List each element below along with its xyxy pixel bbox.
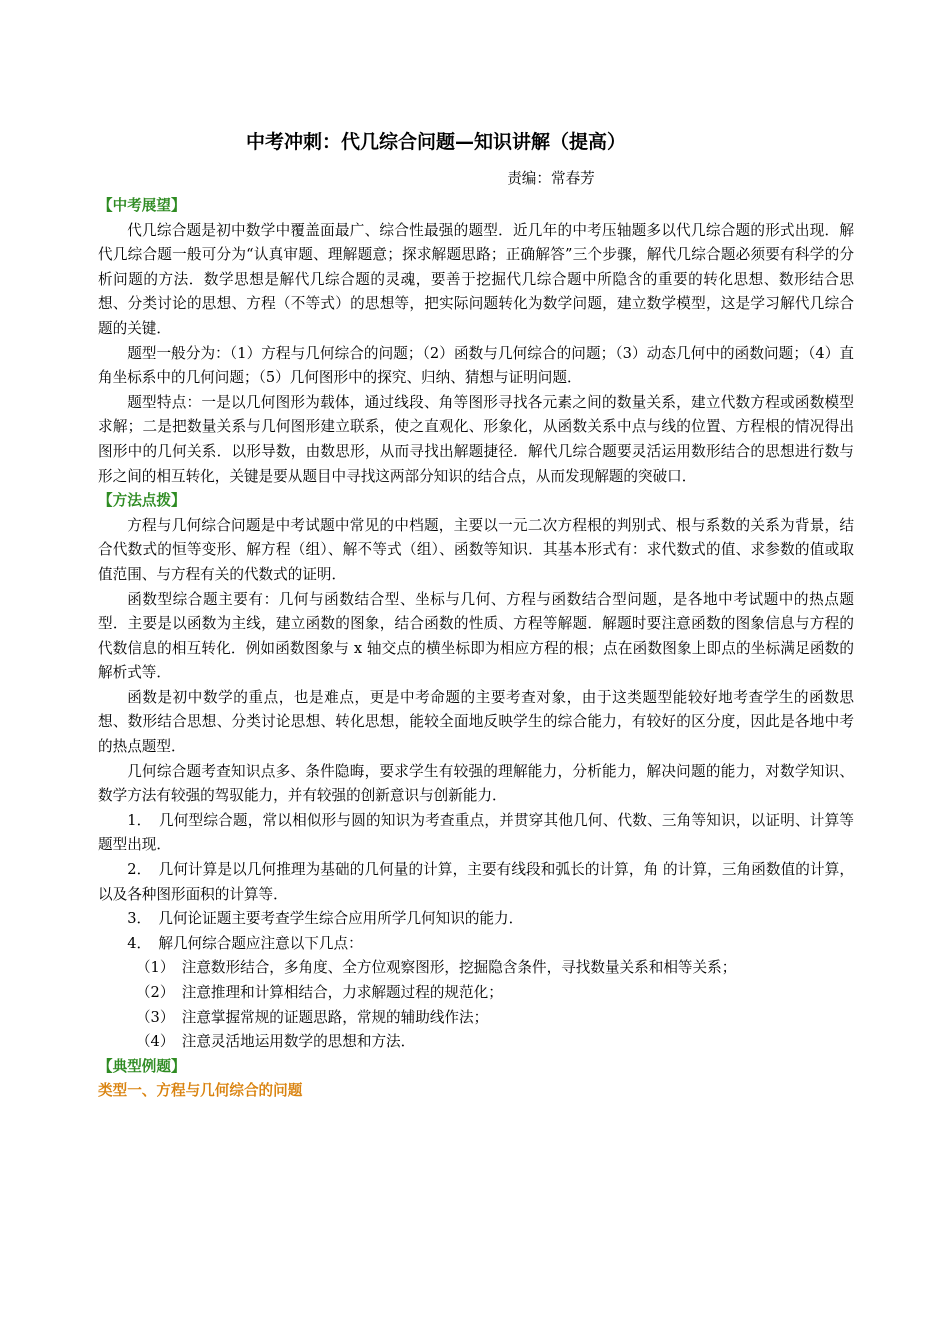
methods-sub-item: （2） 注意推理和计算相结合，力求解题过程的规范化； (135, 984, 503, 1001)
methods-list-item: 1． 几何型综合题，常以相似形与圆的知识为考查重点，并贯穿其他几何、代数、三角等知识，以证明、计算等题型出现． (98, 811, 854, 854)
outlook-paragraph: 题型一般分为：（1）方程与几何综合的问题；（2）函数与几何综合的问题；（3）动态几何中的函数问题；（4）直角坐标系中的几何问题；（5）几何图形中的探究、归纳、猜想与证明问题． (98, 344, 854, 387)
methods-paragraph: 几何综合题考查知识点多、条件隐晦，要求学生有较强的理解能力，分析能力，解决问题的能力，对数学知识、数学方法有较强的驾驭能力，并有较强的创新意识与创新能力． (98, 762, 854, 805)
methods-sub-item: （3） 注意掌握常规的证题思路，常规的辅助线作法； (135, 1008, 489, 1026)
methods-list-item: 2． 几何计算是以几何推理为基础的几何量的计算，主要有线段和弧长的计算，角 的计算，三角函数值的计算，以及各种图形面积的计算等． (98, 861, 854, 903)
outlook-paragraph: 代几综合题是初中数学中覆盖面最广、综合性最强的题型．近几年的中考压轴题多以代几综合题的形式出现．解代几综合题一般可分为“认真审题、理解题意；探求解题思路；正确解答”三个步骤，解代几综合题必须要有科学的分析问题的方法．数学思想是解代几综合题的灵魂，要善于挖掘代几综合题中所隐含的重要的转化思想、数形结合思想、分类讨论的思想、方程（不等式）的思想等，把实际问题转化为数学问题，建立数学模型，这是学习解代几综合题的关键． (98, 221, 854, 337)
methods-sub-item: （4） 注意灵活地运用数学的思想和方法． (135, 1033, 416, 1051)
document-title: 中考冲刺：代几综合问题—知识讲解（提高） (245, 131, 626, 153)
methods-list-item: 3． 几何论证题主要考查学生综合应用所学几何知识的能力． (127, 910, 524, 928)
section-heading-examples: 【典型例题】 (98, 1057, 186, 1075)
section-heading-outlook: 【中考展望】 (98, 197, 186, 214)
methods-paragraph: 函数型综合题主要有：几何与函数结合型、坐标与几何、方程与函数结合型问题，是各地中考试题中的热点题型．主要是以函数为主线，建立函数的图象，结合函数的性质、方程等解题．解题时要注意函数的图象信息与方程的代数信息的相互转化．例如函数图象与 x 轴交点的横坐标即为相应方程的根；点在函数图象上即点的坐标满足函数的解析式等． (98, 590, 854, 682)
methods-sub-item: （1） 注意数形结合，多角度、全方位观察图形，挖掘隐含条件，寻找数量关系和相等关系； (135, 959, 737, 977)
editor-line: 责编：常春芳 (507, 170, 595, 187)
section-heading-methods: 【方法点拨】 (98, 492, 186, 510)
example-type-heading: 类型一、方程与几何综合的问题 (98, 1082, 303, 1100)
outlook-paragraph: 题型特点：一是以几何图形为载体，通过线段、角等图形寻找各元素之间的数量关系，建立代数方程或函数模型求解；二是把数量关系与几何图形建立联系，使之直观化、形象化，从函数关系中点与线的位置、方程根的情况得出图形中的几何关系．以形导数，由数思形，从而寻找出解题捷径．解代几综合题要灵活运用数形结合的思想进行数与形之间的相互转化，关键是要从题目中寻找这两部分知识的结合点，从而发现解题的突破口． (98, 393, 854, 485)
document-page (98, 128, 854, 1104)
methods-paragraph: 函数是初中数学的重点，也是难点，更是中考命题的主要考查对象，由于这类题型能较好地考查学生的函数思想、数形结合思想、分类讨论思想、转化思想，能较全面地反映学生的综合能力，有较好的区分度，因此是各地中考的热点题型． (98, 688, 854, 756)
methods-paragraph: 方程与几何综合问题是中考试题中常见的中档题，主要以一元二次方程根的判别式、根与系数的关系为背景，结合代数式的恒等变形、解方程（组）、解不等式（组）、函数等知识．其基本形式有：求代数式的值、求参数的值或取值范围、与方程有关的代数式的证明． (98, 516, 854, 583)
methods-list-item: 4． 解几何综合题应注意以下几点： (127, 934, 363, 952)
